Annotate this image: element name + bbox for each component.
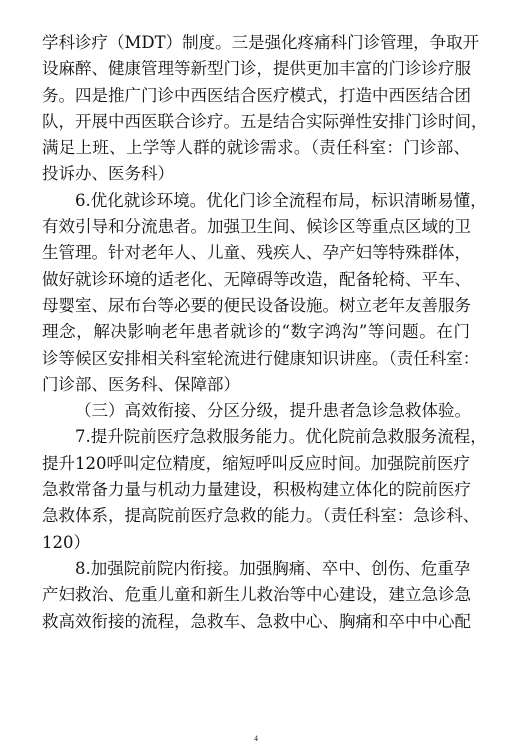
section-heading: （三）高效衔接、分区分级，提升患者急诊急救体验。: [75, 401, 471, 421]
text-line: 急救体系，提高院前医疗急救的能力。（责任科室：急诊科、: [42, 506, 480, 526]
paragraph-7-start: 7.提升院前医疗急救服务能力。优化院前急救服务流程，: [75, 427, 487, 447]
text-line: 满足上班、上学等人群的就诊需求。（责任科室：门诊部、: [42, 138, 470, 158]
text-line: 有效引导和分流患者。加强卫生间、候诊区等重点区域的卫: [42, 217, 471, 237]
text-line: 提升120呼叫定位精度，缩短呼叫反应时间。加强院前医疗: [42, 453, 470, 473]
text-line: 120）: [42, 532, 90, 552]
text-line: 设麻醉、健康管理等新型门诊，提供更加丰富的门诊诊疗服: [42, 59, 471, 79]
text-line: 诊等候区安排相关科室轮流进行健康知识讲座。（责任科室：: [42, 348, 480, 368]
text-line: 投诉办、医务科）: [42, 164, 174, 184]
text-line: 学科诊疗（MDT）制度。三是强化疼痛科门诊管理，争取开: [42, 33, 480, 52]
page-number: 4: [254, 734, 258, 743]
text-line: 务。四是推广门诊中西医结合医疗模式，打造中西医结合团: [42, 85, 471, 105]
text-line: 急救常备力量与机动力量建设，积极构建立体化的院前医疗: [42, 480, 471, 500]
text-line: 理念，解决影响老年患者就诊的“数字鸿沟”等问题。在门: [42, 322, 470, 342]
text-line: 母婴室、尿布台等必要的便民设备设施。树立老年友善服务: [42, 295, 471, 315]
text-line: 生管理。针对老年人、儿童、残疾人、孕产妇等特殊群体，: [42, 243, 471, 263]
text-line: 救高效衔接的流程，急救车、急救中心、胸痛和卒中中心配: [42, 611, 471, 631]
text-line: 队，开展中西医联合诊疗。五是结合实际弹性安排门诊时间，: [42, 111, 488, 131]
body-text: [42, 30, 488, 635]
text-line: 产妇救治、危重儿童和新生儿救治等中心建设，建立急诊急: [42, 585, 471, 605]
text-line: 门诊部、医务科、保障部）: [42, 374, 240, 394]
paragraph-6-start: 6.优化就诊环境。优化门诊全流程布局，标识清晰易懂，: [75, 190, 487, 210]
paragraph-8-start: 8.加强院前院内衔接。加强胸痛、卒中、创伤、危重孕: [75, 558, 471, 578]
text-line: 做好就诊环境的适老化、无障碍等改造，配备轮椅、平车、: [42, 269, 471, 289]
